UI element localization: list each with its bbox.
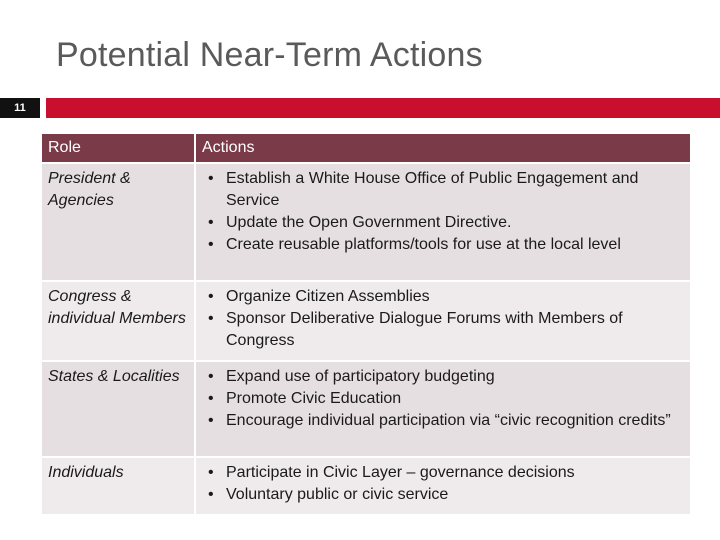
table-row (42, 162, 690, 280)
actions-cell (196, 162, 690, 280)
action-item: • Create reusable platforms/tools for use at the local level (202, 234, 684, 256)
table-row (42, 360, 690, 456)
slide-title: Potential Near-Term Actions (56, 36, 483, 74)
table-row (42, 456, 690, 514)
actions-table (42, 134, 690, 514)
action-item: • Establish a White House Office of Public Engagement and Service (202, 168, 684, 212)
role-cell: Congress & individual Members (42, 280, 196, 360)
action-item: • Voluntary public or civic service (202, 484, 684, 506)
header-actions: Actions (196, 134, 690, 162)
action-item: • Promote Civic Education (202, 388, 684, 410)
actions-list (202, 462, 684, 506)
slide-number: 11 (0, 98, 40, 118)
table-row (42, 280, 690, 360)
accent-bar (46, 98, 720, 118)
action-item: • Encourage individual participation via “civic recognition credits” (202, 410, 684, 432)
action-item: • Sponsor Deliberative Dialogue Forums with Members of Congress (202, 308, 684, 352)
action-item: • Expand use of participatory budgeting (202, 366, 684, 388)
actions-cell (196, 456, 690, 514)
role-cell: Individuals (42, 456, 196, 514)
action-item: • Organize Citizen Assemblies (202, 286, 684, 308)
table-header-row (42, 134, 690, 162)
actions-cell (196, 360, 690, 456)
role-cell: President & Agencies (42, 162, 196, 280)
actions-list (202, 168, 684, 256)
actions-list (202, 366, 684, 432)
actions-list (202, 286, 684, 352)
action-item: • Participate in Civic Layer – governance decisions (202, 462, 684, 484)
action-item: • Update the Open Government Directive. (202, 212, 684, 234)
role-cell: States & Localities (42, 360, 196, 456)
actions-cell (196, 280, 690, 360)
header-role: Role (42, 134, 196, 162)
